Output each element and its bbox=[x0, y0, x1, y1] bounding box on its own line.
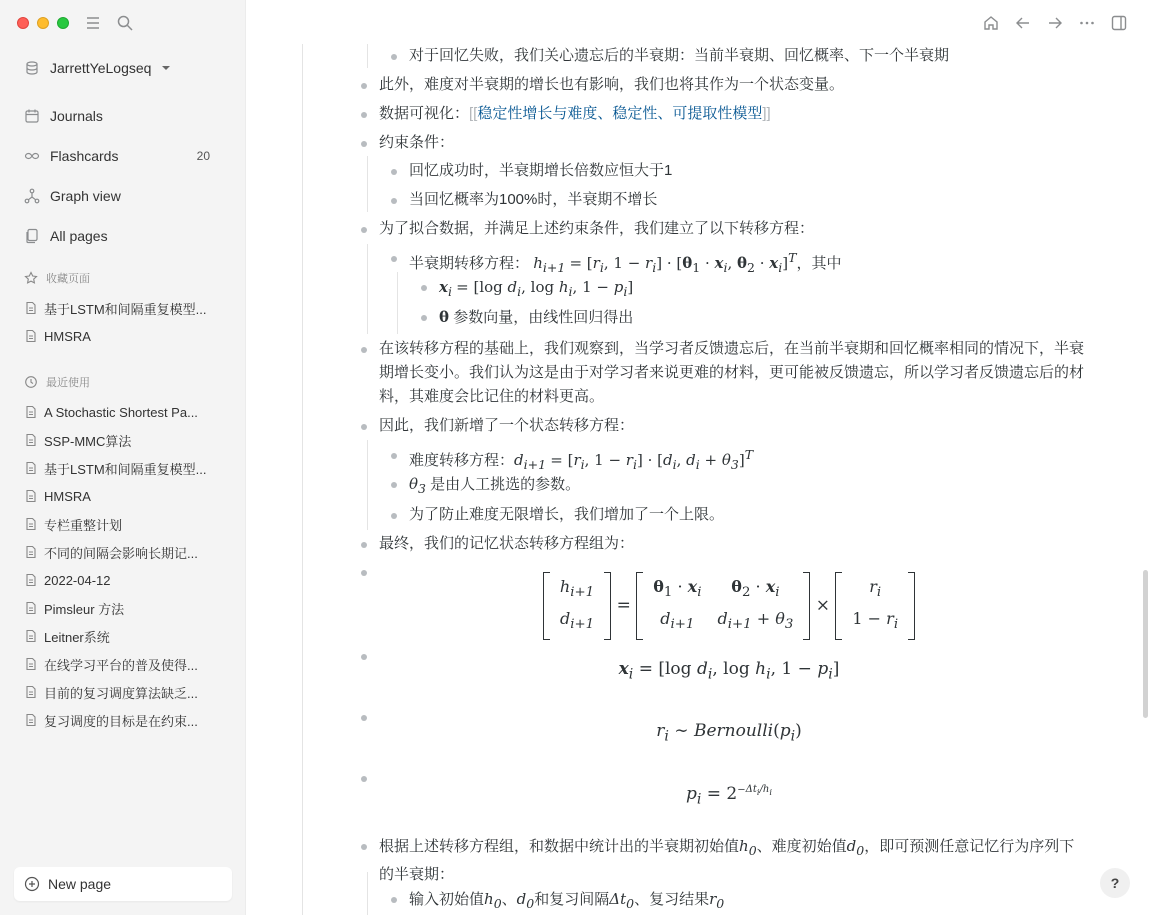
block-text[interactable]: 此外，难度对半衰期的增长也有影响，我们也将其作为一个状态变量。 bbox=[379, 76, 845, 93]
math-inline: $h_0$ bbox=[484, 890, 502, 911]
block-text: 数据可视化： bbox=[379, 105, 470, 122]
back-arrow-icon[interactable] bbox=[1014, 14, 1032, 32]
math-inline: $d_i$ bbox=[662, 451, 677, 472]
block-text: ，其中 bbox=[796, 255, 842, 272]
block-input[interactable] bbox=[409, 887, 724, 915]
block-text[interactable]: 为了防止难度无限增长，我们增加了一个上限。 bbox=[409, 506, 725, 523]
matrix-equation[interactable] bbox=[379, 572, 1079, 640]
recent-label: 基于LSTM和间隔重复模型... bbox=[44, 461, 207, 477]
block-text: 、 bbox=[501, 891, 517, 908]
help-button[interactable]: ? bbox=[1100, 868, 1130, 898]
page-icon bbox=[24, 713, 38, 727]
math-inline: $\Delta t_0$ bbox=[609, 890, 635, 911]
math-matrix: $h_{i+1}$ $d_{i+1}$ bbox=[543, 572, 611, 640]
math-inline: T bbox=[788, 250, 797, 265]
history-icon bbox=[24, 375, 38, 389]
page-ref-bracket: [[ bbox=[469, 105, 478, 122]
bullet[interactable] bbox=[391, 482, 397, 488]
recent-item[interactable] bbox=[24, 594, 224, 622]
sidebar-nav bbox=[14, 96, 232, 256]
sidebar-item-journals[interactable] bbox=[14, 96, 232, 136]
math-inline: $r_i$ bbox=[645, 254, 657, 275]
block-guide bbox=[367, 872, 368, 915]
page-icon bbox=[24, 657, 38, 671]
bullet[interactable] bbox=[361, 347, 367, 353]
math-matrix: $r_i$ $1 - r_i$ bbox=[835, 572, 915, 640]
recent-item[interactable] bbox=[24, 622, 224, 650]
block-text[interactable]: 对于回忆失败，我们关心遗忘后的半衰期：当前半衰期、回忆概率、下一个半衰期 bbox=[409, 47, 950, 64]
forward-arrow-icon[interactable] bbox=[1046, 14, 1064, 32]
bullet[interactable] bbox=[391, 513, 397, 519]
window-controls bbox=[17, 17, 69, 29]
favorites-header[interactable] bbox=[24, 270, 90, 286]
block-text: 半衰期转移方程： bbox=[409, 255, 530, 272]
math-inline: = [ bbox=[569, 254, 593, 272]
page-ref-bracket: ]] bbox=[762, 105, 771, 122]
main-content bbox=[246, 44, 1136, 915]
math-inline: $r_i$ bbox=[592, 254, 604, 275]
math-symbol: = bbox=[616, 595, 637, 616]
favorite-label: HMSRA bbox=[44, 328, 91, 344]
math-inline: ] bbox=[782, 254, 789, 272]
menu-icon[interactable] bbox=[84, 14, 102, 32]
block-guide bbox=[367, 244, 368, 334]
math-inline: $r_0$ bbox=[709, 890, 725, 911]
math-inline: + bbox=[699, 451, 722, 469]
page-icon bbox=[24, 629, 38, 643]
math-inline: $\theta_3$ bbox=[409, 475, 426, 496]
recent-label: Pimsleur 方法 bbox=[44, 601, 125, 617]
math-inline: $d_i$ bbox=[686, 451, 700, 472]
bullet[interactable] bbox=[421, 315, 427, 321]
block-theta3[interactable] bbox=[409, 472, 580, 501]
block-text: 、复习结果 bbox=[634, 891, 710, 908]
recent-label: 复习调度的目标是在约束... bbox=[44, 713, 198, 729]
math-inline: ] bbox=[738, 451, 745, 469]
favorite-item[interactable] bbox=[24, 294, 224, 322]
favorites-title: 收藏页面 bbox=[46, 273, 90, 285]
math-inline: ] · [ bbox=[636, 451, 663, 469]
bullet[interactable] bbox=[361, 83, 367, 89]
block-guide bbox=[367, 440, 368, 530]
bernoulli-equation[interactable]: $r_i$ ∼ $Bernoulli(p_i)$ bbox=[656, 721, 802, 745]
caret-down-icon bbox=[161, 63, 171, 73]
block-guide bbox=[367, 44, 368, 68]
recent-item[interactable] bbox=[24, 398, 224, 426]
math-inline: , 1 − bbox=[603, 254, 646, 272]
block-text: 输入初始值 bbox=[409, 891, 485, 908]
math-inline: $\theta_3$ bbox=[721, 451, 739, 472]
math-inline: x bbox=[439, 278, 448, 296]
math-inline: , log bbox=[521, 278, 559, 296]
math-inline: $d_{i+1}$ bbox=[514, 451, 547, 472]
new-page-label: New page bbox=[48, 876, 112, 892]
bullet[interactable] bbox=[361, 776, 367, 782]
bullet[interactable] bbox=[361, 112, 367, 118]
recent-list bbox=[24, 398, 224, 734]
recent-label: A Stochastic Shortest Pa... bbox=[44, 404, 198, 420]
maximize-window-button[interactable] bbox=[57, 17, 69, 29]
block-x-definition[interactable] bbox=[439, 275, 633, 304]
math-inline: $h_0$ bbox=[739, 837, 757, 858]
graph-icon bbox=[24, 188, 40, 204]
math-inline: i bbox=[723, 260, 728, 275]
math-inline: $h_{i+1}$ bbox=[533, 254, 566, 275]
block-text[interactable]: 约束条件： bbox=[379, 134, 455, 151]
recent-label: 目前的复习调度算法缺乏... bbox=[44, 685, 198, 701]
block-text: 、难度初始值 bbox=[756, 838, 847, 855]
left-sidebar bbox=[0, 0, 246, 915]
recent-item[interactable] bbox=[24, 482, 224, 510]
block-text[interactable]: 为了拟合数据，并满足上述约束条件，我们建立了以下转移方程： bbox=[379, 220, 815, 237]
recent-label: 2022-04-12 bbox=[44, 572, 111, 588]
block-text: 根据上述转移方程组，和数据中统计出的半衰期初始值 bbox=[379, 838, 740, 855]
math-inline: x bbox=[769, 254, 779, 272]
page-blocks bbox=[302, 44, 1085, 915]
block-text[interactable]: 在该转移方程的基础上，我们观察到，当学习者反馈遗忘后，在当前半衰期和回忆概率相同的情况下，半衰期增长变小。我们认为这是由于对学习者来说更难的材料，更可能被反馈遗忘，所以学习者反馈遗忘后的材料，其难度会比记住的材料更高。 bbox=[379, 340, 1085, 405]
page-icon bbox=[24, 601, 38, 615]
plus-circle-icon bbox=[24, 876, 40, 892]
block-text: ，即可预测任意记忆行为序列下的半衰期： bbox=[379, 838, 1075, 883]
recent-label: SSP-MMC算法 bbox=[44, 433, 132, 449]
math-inline: , $\theta_2$ · bbox=[727, 254, 770, 275]
math-inline: = [log bbox=[456, 278, 508, 296]
bullet[interactable] bbox=[391, 169, 397, 175]
bullet[interactable] bbox=[391, 54, 397, 60]
p-equation[interactable]: $p_i = 2^{-\Delta t_i/h_i}$ bbox=[685, 784, 773, 808]
math-inline: $p_i$ bbox=[613, 278, 628, 299]
bullet[interactable] bbox=[421, 285, 427, 291]
search-icon[interactable] bbox=[116, 14, 134, 32]
database-icon bbox=[24, 60, 40, 76]
math-inline: $r_i$ bbox=[573, 451, 585, 472]
bullet[interactable] bbox=[361, 227, 367, 233]
math-inline: = [ bbox=[550, 451, 574, 469]
page-icon bbox=[24, 545, 38, 559]
bullet[interactable] bbox=[361, 715, 367, 721]
math-inline: , bbox=[676, 451, 687, 469]
home-icon[interactable] bbox=[982, 14, 1000, 32]
recent-item[interactable] bbox=[24, 650, 224, 678]
minimize-window-button[interactable] bbox=[37, 17, 49, 29]
bullet[interactable] bbox=[361, 844, 367, 850]
top-toolbar bbox=[982, 14, 1128, 32]
page-icon bbox=[24, 685, 38, 699]
graph-selector[interactable] bbox=[24, 60, 171, 76]
bullet[interactable] bbox=[391, 897, 397, 903]
sidebar-item-graph-view[interactable] bbox=[14, 176, 232, 216]
recent-item[interactable] bbox=[24, 538, 224, 566]
page-icon bbox=[24, 301, 38, 315]
sidebar-item-label: All pages bbox=[50, 228, 108, 244]
flashcards-count: 20 bbox=[196, 149, 210, 163]
page-icon bbox=[24, 405, 38, 419]
block-prediction[interactable] bbox=[379, 834, 1089, 887]
math-inline: x bbox=[714, 254, 724, 272]
sidebar-item-label: Flashcards bbox=[50, 148, 119, 164]
recent-item[interactable] bbox=[24, 706, 224, 734]
block-text[interactable]: 最终，我们的记忆状态转移方程组为： bbox=[379, 535, 635, 552]
close-window-button[interactable] bbox=[17, 17, 29, 29]
bullet[interactable] bbox=[391, 198, 397, 204]
block-text: 参数向量，由线性回归得出 bbox=[453, 309, 634, 326]
bullet[interactable] bbox=[391, 256, 397, 262]
pages-icon bbox=[24, 228, 40, 244]
right-sidebar-toggle-icon[interactable] bbox=[1110, 14, 1128, 32]
scrollbar[interactable] bbox=[1143, 570, 1148, 718]
recent-label: Leitner系统 bbox=[44, 629, 110, 645]
math-inline: ] bbox=[627, 278, 634, 296]
math-inline: $d_i$ bbox=[507, 278, 522, 299]
page-ref-link[interactable]: 稳定性增长与难度、稳定性、可提取性模型 bbox=[477, 105, 763, 122]
star-icon bbox=[24, 271, 38, 285]
sidebar-item-flashcards[interactable] bbox=[14, 136, 232, 176]
recent-item[interactable] bbox=[24, 426, 224, 454]
block-text[interactable]: 当回忆概率为100%时，半衰期不增长 bbox=[409, 191, 658, 208]
bullet[interactable] bbox=[391, 453, 397, 459]
calendar-icon bbox=[24, 108, 40, 124]
math-inline: $d_0$ bbox=[846, 837, 865, 858]
block-text[interactable]: 因此，我们新增了一个状态转移方程： bbox=[379, 417, 635, 434]
infinity-icon bbox=[24, 148, 40, 164]
recent-header[interactable] bbox=[24, 374, 90, 390]
graph-name: JarrettYeLogseq bbox=[50, 60, 152, 76]
page-icon bbox=[24, 573, 38, 587]
math-matrix: $\theta_1 \cdot x_i$ $\theta_2 \cdot x_i$ $d_{i+1}$ $d_{i+1} + \theta_3$ bbox=[636, 572, 810, 640]
bullet[interactable] bbox=[361, 654, 367, 660]
favorite-item[interactable] bbox=[24, 322, 224, 350]
x-equation[interactable]: $x_i = [\log$ $d_i$, $\log h_i$, $1 - p_i$] bbox=[618, 659, 840, 683]
bullet[interactable] bbox=[361, 424, 367, 430]
sidebar-item-label: Graph view bbox=[50, 188, 121, 204]
math-symbol: × bbox=[815, 595, 836, 616]
block-text: 是由人工挑选的参数。 bbox=[430, 476, 581, 493]
math-inline: , 1 − bbox=[572, 278, 614, 296]
block-guide bbox=[397, 272, 398, 334]
math-inline: T bbox=[744, 447, 754, 462]
recent-label: 专栏重整计划 bbox=[44, 517, 123, 533]
math-inline: $r_i$ bbox=[625, 451, 637, 472]
recent-item[interactable] bbox=[24, 566, 224, 594]
recent-item[interactable] bbox=[24, 678, 224, 706]
block-theta-definition[interactable] bbox=[439, 305, 633, 330]
page-icon bbox=[24, 329, 38, 343]
favorites-list bbox=[24, 294, 224, 350]
recent-item[interactable] bbox=[24, 454, 224, 482]
bullet[interactable] bbox=[361, 141, 367, 147]
block-text: 难度转移方程： bbox=[409, 452, 515, 469]
recent-label: 在线学习平台的普及使得... bbox=[44, 657, 198, 673]
favorite-label: 基于LSTM和间隔重复模型... bbox=[44, 301, 207, 317]
recent-title: 最近使用 bbox=[46, 377, 90, 389]
block-text[interactable]: 回忆成功时，半衰期增长倍数应恒大于1 bbox=[409, 162, 673, 179]
recent-label: 不同的间隔会影响长期记... bbox=[44, 545, 198, 561]
recent-label: HMSRA bbox=[44, 488, 91, 504]
block-guide bbox=[367, 156, 368, 212]
math-inline: , 1 − bbox=[584, 451, 626, 469]
math-inline: i bbox=[778, 260, 783, 275]
math-inline: $h_i$ bbox=[558, 278, 573, 299]
page-icon bbox=[24, 517, 38, 531]
math-inline: $d_0$ bbox=[516, 890, 535, 911]
math-inline: i bbox=[447, 284, 452, 299]
block-text: 和复习间隔 bbox=[534, 891, 610, 908]
bullet[interactable] bbox=[361, 570, 367, 576]
page-icon bbox=[24, 489, 38, 503]
block-visualization[interactable] bbox=[379, 102, 771, 126]
page-icon bbox=[24, 461, 38, 475]
sidebar-item-all-pages[interactable] bbox=[14, 216, 232, 256]
recent-item[interactable] bbox=[24, 510, 224, 538]
sidebar-item-label: Journals bbox=[50, 108, 103, 124]
more-icon[interactable] bbox=[1078, 14, 1096, 32]
math-inline: ] · [$\theta_1$ · bbox=[656, 254, 715, 275]
page-icon bbox=[24, 433, 38, 447]
new-page-button[interactable] bbox=[14, 867, 232, 901]
math-inline: θ bbox=[439, 308, 450, 326]
bullet[interactable] bbox=[361, 542, 367, 548]
